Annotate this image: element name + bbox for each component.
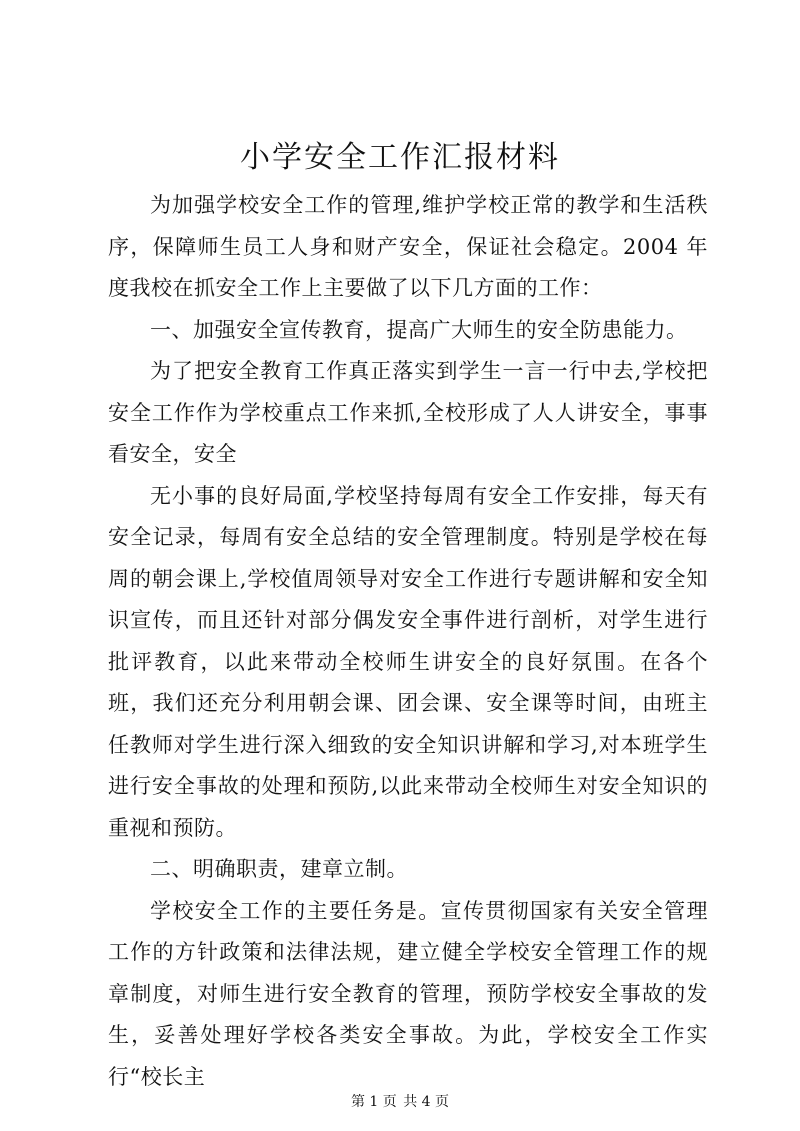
page-footer — [0, 1092, 800, 1112]
paragraph: 为加强学校安全工作的管理,维护学校正常的教学和生活秩序，保障师生员工人身和财产安全，保证社会稳定。2004 年度我校在抓安全工作上主要做了以下几方面的工作： — [108, 193, 708, 300]
paragraph: 学校安全工作的主要任务是。宣传贯彻国家有关安全管理工作的方针政策和法律法规，建立健全学校安全管理工作的规章制度，对师生进行安全教育的管理，预防学校安全事故的发生，妥善处理好学校各类安全事故。为此，学校安全工作实行“校长主 — [108, 898, 708, 1089]
page-number: 第 1 页 — [350, 1094, 397, 1110]
paragraph: 无小事的良好局面,学校坚持每周有安全工作安排，每天有安全记录，每周有安全总结的安全管理制度。特别是学校在每周的朝会课上,学校值周领导对安全工作进行专题讲解和安全知识宣传，而且还针对部分偶发安全事件进行剖析，对学生进行批评教育，以此来带动全校师生讲安全的良好氛围。在各个班，我们还充分利用朝会课、团会课、安全课等时间，由班主任教师对学生进行深入细致的安全知识讲解和学习,对本班学生进行安全事故的处理和预防,以此来带动全校师生对安全知识的重视和预防。 — [108, 483, 708, 840]
section-heading: 一、加强安全宣传教育，提高广大师生的安全防患能力。 — [150, 317, 688, 342]
paragraph: 为了把安全教育工作真正落实到学生一言一行中去,学校把安全工作作为学校重点工作来抓,全校形成了人人讲安全，事事看安全，安全 — [108, 359, 708, 466]
document-body — [108, 185, 708, 1098]
document-title: 小学安全工作汇报材料 — [240, 140, 560, 175]
section-heading: 二、明确职责，建章立制。 — [150, 857, 408, 881]
page-total: 共 4 页 — [403, 1094, 450, 1110]
